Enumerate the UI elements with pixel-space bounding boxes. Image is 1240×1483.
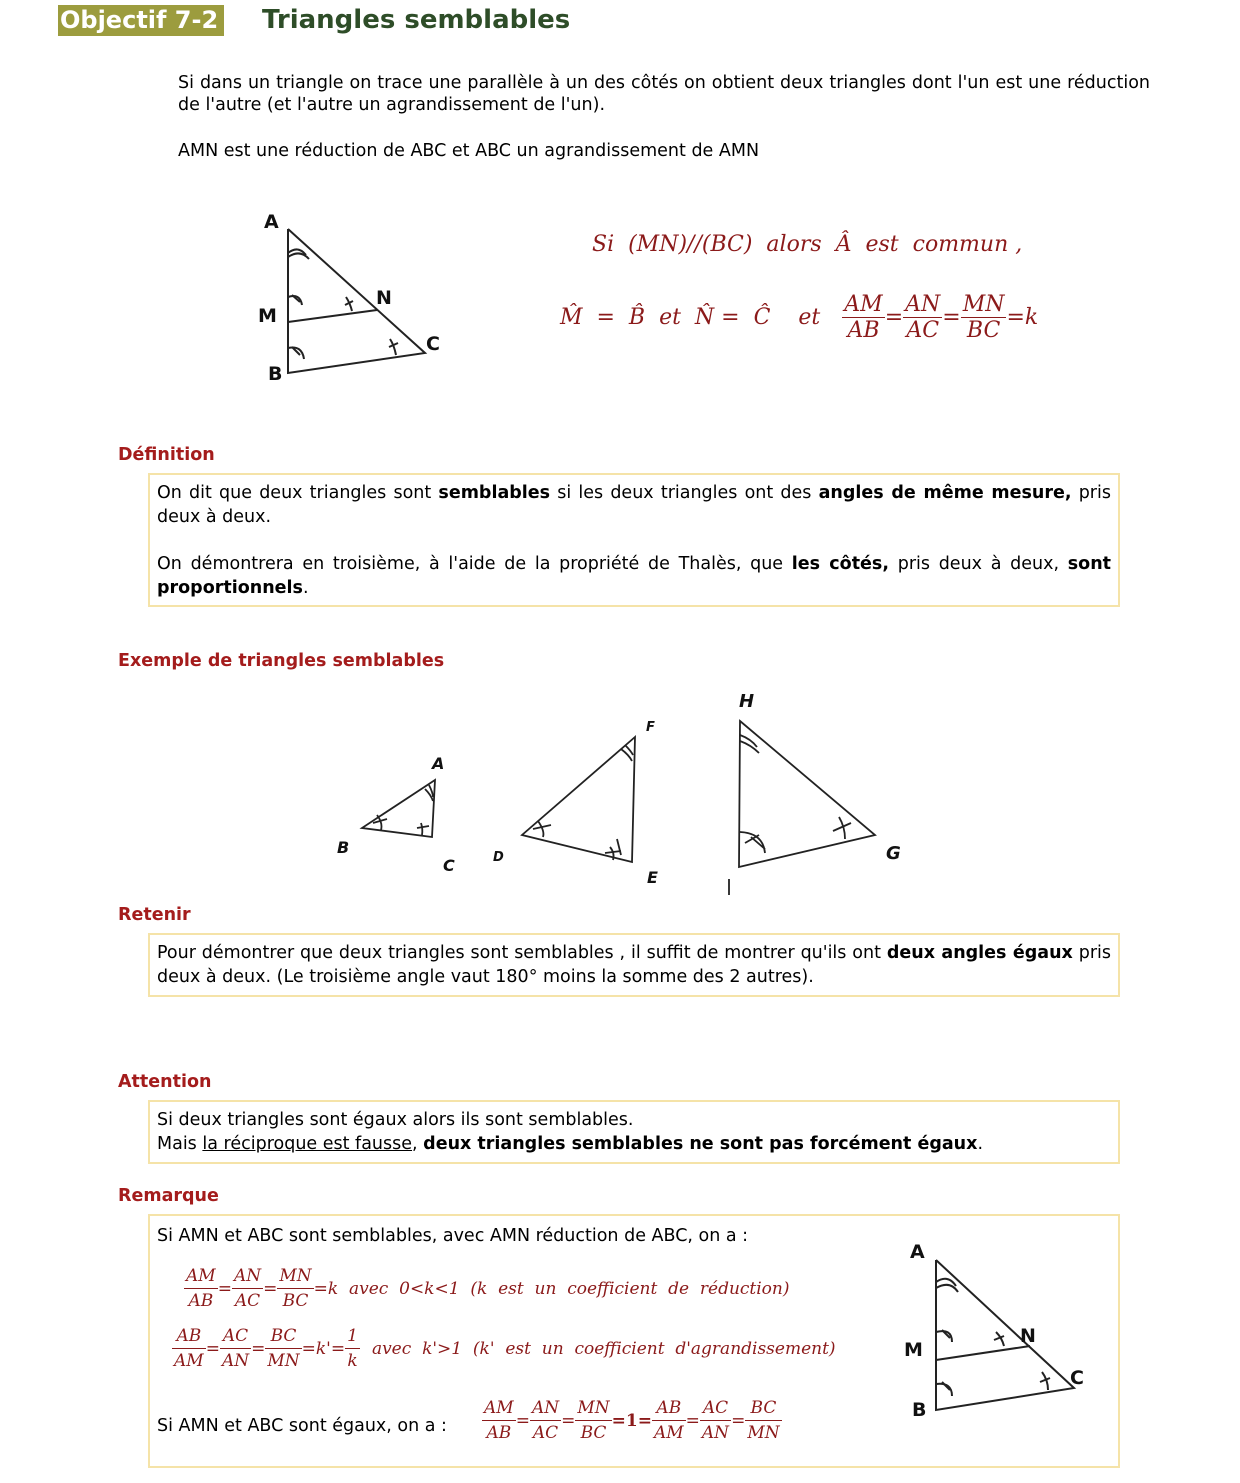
attention-heading: Attention xyxy=(118,1072,212,1092)
label-a3: A xyxy=(910,1241,925,1263)
similar-triangles-figure xyxy=(325,685,925,900)
equal-ratio-formula: $\frac{AM}{AB}$ = $\frac{AN}{AC}$ = $\frac{MN}{BC}$ =1= $\frac{AB}{AM}$ = $\frac{AC}{AN}$ = $\frac{BC}{MN}$ xyxy=(484,1398,780,1443)
page-title: Triangles semblables xyxy=(262,5,571,35)
label-a: A xyxy=(264,211,279,233)
triangle-figure-amn-abc xyxy=(250,205,450,390)
label-n3: N xyxy=(1020,1325,1036,1347)
label-c2: C xyxy=(443,856,455,875)
label-e: E xyxy=(647,868,658,887)
parallel-condition: Si (MN)//(BC) alors Â est commun , xyxy=(592,232,1023,257)
label-c3: C xyxy=(1070,1367,1084,1389)
attention-box xyxy=(148,1100,1120,1164)
remarque-heading: Remarque xyxy=(118,1186,219,1206)
retenir-heading: Retenir xyxy=(118,905,191,925)
angle-ratio-formula: M̂ = B̂ et N̂ = Ĉ et $\frac{AM}{AB}$ = $\frac{AN}{AC}$ = $\frac{MN}{BC}$ =k xyxy=(560,292,1039,343)
label-f: F xyxy=(646,720,655,735)
definition-text-1: On dit que deux triangles sont semblables si les deux triangles ont des angles de même mesure, pris deux à deux. xyxy=(157,483,1111,527)
label-n: N xyxy=(376,287,392,309)
example-heading: Exemple de triangles semblables xyxy=(118,651,445,671)
attention-line-1: Si deux triangles sont égaux alors ils sont semblables. xyxy=(157,1110,634,1130)
retenir-text: Pour démontrer que deux triangles sont semblables , il suffit de montrer qu'ils ont deux angles égaux pris deux à deux. (Le troisième angle vaut 180° moins la somme des 2 autres). xyxy=(157,943,1112,987)
enlargement-formula: $\frac{AB}{AM}$ = $\frac{AC}{AN}$ = $\frac{BC}{MN}$ =k'= $\frac{1}{k}$ avec k'>1 (k' est un coefficient d'agrandissement) xyxy=(174,1326,836,1371)
label-a2: A xyxy=(432,754,445,773)
label-d: D xyxy=(493,850,504,865)
label-c: C xyxy=(426,333,440,355)
definition-heading: Définition xyxy=(118,445,215,465)
equal-angles-text: M̂ = B̂ et N̂ = Ĉ et xyxy=(560,305,821,330)
label-m3: M xyxy=(904,1339,923,1361)
definition-text-2: On démontrera en troisième, à l'aide de la propriété de Thalès, que les côtés, pris deux à deux, sont proportionnels. xyxy=(157,554,1112,598)
remarque-box xyxy=(148,1214,1120,1468)
label-g: G xyxy=(886,843,901,864)
attention-line-2: Mais la réciproque est fausse, deux triangles semblables ne sont pas forcément égaux. xyxy=(157,1134,984,1154)
label-m: M xyxy=(258,305,277,327)
label-i: I xyxy=(725,897,726,898)
objective-badge: Objectif 7-2 xyxy=(58,5,224,36)
intro-paragraph: Si dans un triangle on trace une parallèle à un des côtés on obtient deux triangles dont l'un est une réduction de l'autre (et l'autre un agrandissement de l'un). xyxy=(178,73,1150,115)
label-b: B xyxy=(268,363,283,385)
intro-statement: AMN est une réduction de ABC et ABC un agrandissement de AMN xyxy=(178,141,760,161)
label-b3: B xyxy=(912,1399,927,1421)
remark-triangle-figure xyxy=(902,1234,1107,1424)
definition-box xyxy=(148,473,1120,607)
reduction-formula: $\frac{AM}{AB}$ = $\frac{AN}{AC}$ = $\frac{MN}{BC}$ =k avec 0<k<1 (k est un coefficient de réduction) xyxy=(186,1266,790,1311)
label-b2: B xyxy=(337,838,350,857)
label-h: H xyxy=(739,691,755,712)
retenir-box xyxy=(148,933,1120,997)
remarque-intro: Si AMN et ABC sont semblables, avec AMN réduction de ABC, on a : xyxy=(157,1226,749,1246)
equal-triangles-text: Si AMN et ABC sont égaux, on a : xyxy=(157,1416,447,1436)
